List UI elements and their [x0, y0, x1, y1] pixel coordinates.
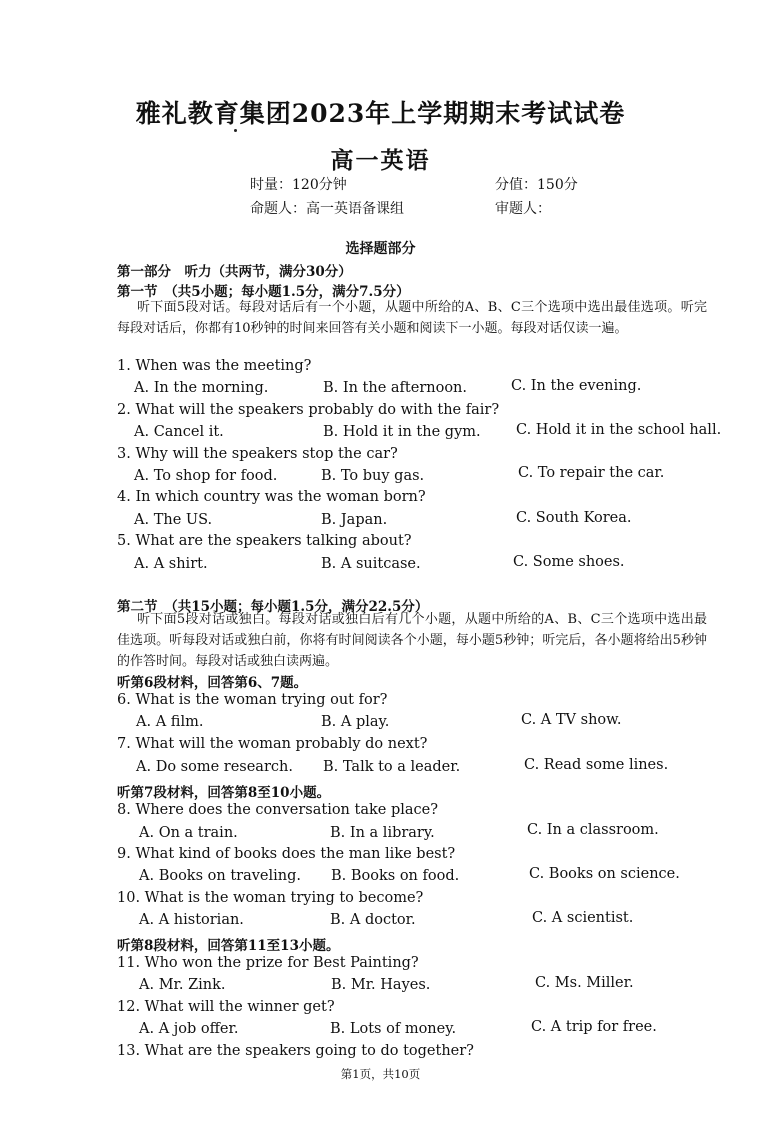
option-c: C. In the evening. — [511, 378, 642, 394]
option-b: B. In the afternoon. — [323, 380, 468, 396]
option-c: C. Read some lines. — [524, 757, 669, 773]
question-stem: 7. What will the woman probably do next? — [117, 736, 428, 752]
section-heading: 选择题部分 — [345, 241, 416, 257]
exam-title: 雅礼教育集团2023年上学期期末考试试卷 — [135, 99, 626, 128]
option-c: C. South Korea. — [516, 510, 632, 526]
option-b: B. In a library. — [330, 825, 435, 841]
option-a: A. A job offer. — [139, 1021, 239, 1037]
option-b: B. A doctor. — [330, 912, 416, 928]
section1-heading: 第一节 （共5小题；每小题1.5分，满分7.5分） — [117, 284, 410, 300]
total-score: 分值：150分 — [495, 177, 578, 193]
question-stem: 1. When was the meeting? — [117, 358, 312, 374]
option-a: A. To shop for food. — [134, 468, 278, 484]
option-a: A. Mr. Zink. — [139, 977, 226, 993]
option-b: B. To buy gas. — [321, 468, 425, 484]
option-c: C. Some shoes. — [513, 554, 625, 570]
section1-instructions: 听下面5段对话。每段对话后有一个小题，从题中所给的A、B、C三个选项中选出最佳选项。听完每段对话后，你都有10秒钟的时间来回答有关小题和阅读下一小题。每段对话仅读一遍。 — [117, 300, 707, 336]
reviewer-line: 审题人： — [495, 201, 551, 217]
option-a: A. Cancel it. — [134, 424, 224, 440]
option-a: A. A shirt. — [134, 556, 208, 572]
option-c: C. Ms. Miller. — [535, 975, 634, 991]
option-b: B. Books on food. — [331, 868, 460, 884]
question-stem: 5. What are the speakers talking about? — [117, 533, 412, 549]
option-c: C. To repair the car. — [518, 465, 665, 481]
option-b: B. Japan. — [321, 512, 388, 528]
option-c: C. Hold it in the school hall. — [516, 422, 722, 438]
material-7-heading: 听第7段材料，回答第8至10小题。 — [117, 785, 331, 801]
section2-instructions: 听下面5段对话或独白。每段对话或独白后有几个小题，从题中所给的A、B、C三个选项中选出最佳选项。听每段对话或独白前，你将有时间阅读各个小题，每小题5秒钟；听完后，各小题将给出5秒钟的作答时间。每段对话或独白读两遍。 — [117, 612, 707, 669]
question-stem: 11. Who won the prize for Best Painting? — [117, 955, 419, 971]
question-stem: 9. What kind of books does the man like best? — [117, 846, 456, 862]
option-b: B. Talk to a leader. — [323, 759, 461, 775]
question-stem: 10. What is the woman trying to become? — [117, 890, 424, 906]
question-stem: 12. What will the winner get? — [117, 999, 335, 1015]
option-b: B. A suitcase. — [321, 556, 421, 572]
option-b: B. Hold it in the gym. — [323, 424, 481, 440]
time-limit: 时量：120分钟 — [250, 177, 347, 193]
option-a: A. Do some research. — [136, 759, 293, 775]
exam-subtitle: 高一英语 — [330, 147, 431, 174]
part1-heading: 第一部分 听力（共两节，满分30分） — [117, 264, 352, 280]
option-a: A. The US. — [134, 512, 213, 528]
option-c: C. A TV show. — [521, 712, 622, 728]
section2-heading: 第二节 （共15小题；每小题1.5分，满分22.5分） — [117, 599, 429, 615]
question-stem: 6. What is the woman trying out for? — [117, 692, 388, 708]
question-stem: 3. Why will the speakers stop the car? — [117, 446, 398, 462]
page-footer: 第1页，共10页 — [340, 1067, 421, 1081]
question-stem: 8. Where does the conversation take place? — [117, 802, 438, 818]
option-a: A. A historian. — [139, 912, 244, 928]
option-c: C. In a classroom. — [527, 822, 659, 838]
material-8-heading: 听第8段材料，回答第11至13小题。 — [117, 938, 340, 954]
option-a: A. On a train. — [139, 825, 238, 841]
material-6-heading: 听第6段材料，回答第6、7题。 — [117, 675, 308, 691]
option-b: B. A play. — [321, 714, 390, 730]
option-a: A. A film. — [136, 714, 204, 730]
option-a: A. Books on traveling. — [139, 868, 301, 884]
question-stem: 13. What are the speakers going to do together? — [117, 1043, 474, 1059]
scan-speck — [234, 129, 237, 132]
question-stem: 2. What will the speakers probably do with the fair? — [117, 402, 500, 418]
option-a: A. In the morning. — [134, 380, 269, 396]
option-c: C. A scientist. — [532, 910, 634, 926]
option-b: B. Mr. Hayes. — [331, 977, 431, 993]
option-b: B. Lots of money. — [330, 1021, 457, 1037]
author-line: 命题人：高一英语备课组 — [250, 201, 404, 217]
question-stem: 4. In which country was the woman born? — [117, 489, 426, 505]
option-c: C. A trip for free. — [531, 1019, 657, 1035]
option-c: C. Books on science. — [529, 866, 680, 882]
